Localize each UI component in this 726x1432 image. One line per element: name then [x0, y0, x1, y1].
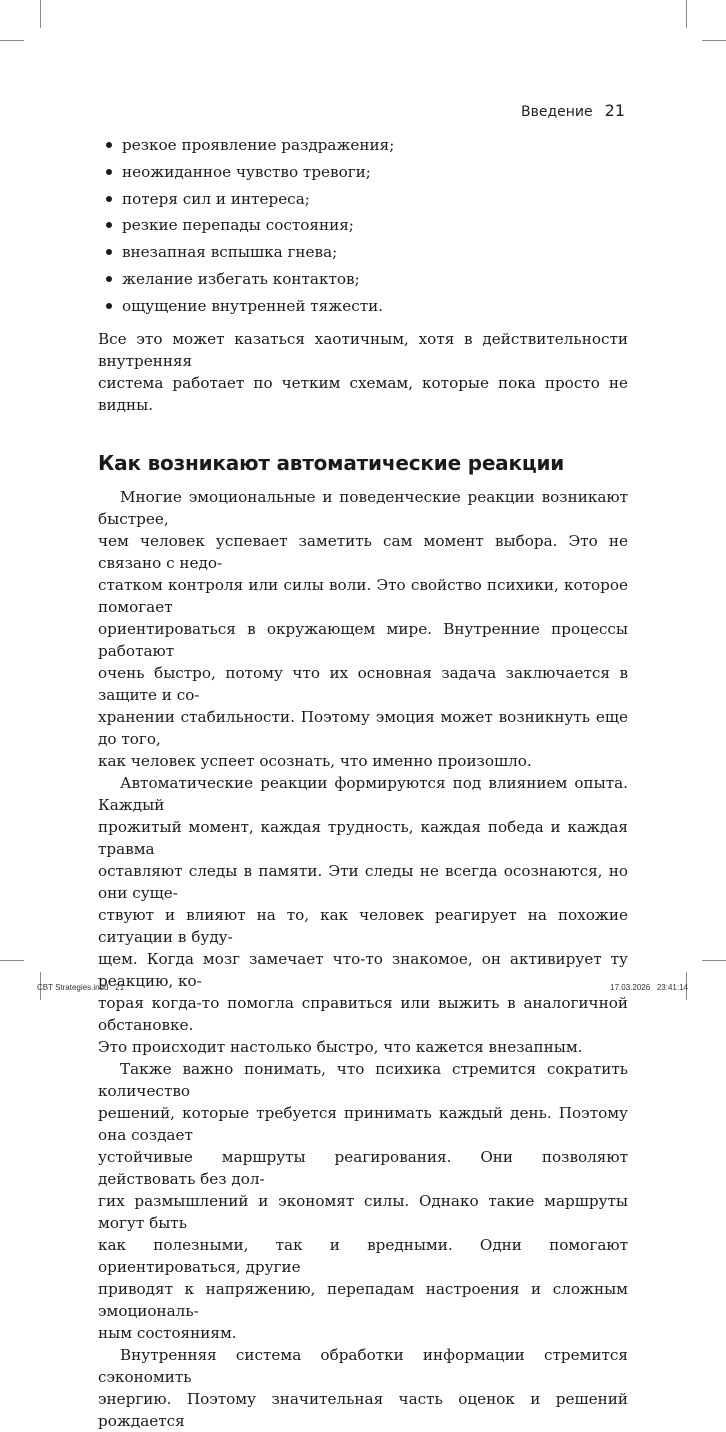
slug-filename: CBT Strategies.indd 21 — [37, 983, 125, 992]
bullet-icon — [106, 276, 112, 282]
list-item — [98, 295, 628, 317]
summary-paragraph: Все это может казаться хаотичным, хотя в действительности внутренняя система работает по четким схемам, которые пока просто не видны. — [98, 329, 628, 414]
list-item-text: ощущение внутренней тяжести. — [122, 296, 384, 315]
list-item-text: желание избегать контактов; — [122, 269, 360, 288]
list-item — [98, 161, 628, 183]
list-item — [98, 214, 628, 236]
bullet-icon — [106, 169, 112, 175]
crop-mark — [40, 0, 41, 28]
body-paragraph: Автоматические реакции формируются под влиянием опыта. Каждый прожитый момент, каждая трудность, каждая победа и каждая травма оставляют следы в памяти. Эти следы не всегда осознаются, но они суще- ствуют и влияют на то, как человек реагирует на похожие ситуации в буду- щем. Когда мозг замечает что-то знакомое, он активирует ту реакцию, ко- торая когда-то помогла справиться или выжить в аналогичной обстановке. Это происходит настолько быстро, что кажется внезапным. — [98, 773, 628, 1056]
list-item-text: потеря сил и интереса; — [122, 189, 310, 208]
list-item — [98, 241, 628, 263]
crop-mark — [702, 960, 726, 961]
list-item-text: внезапная вспышка гнева; — [122, 243, 338, 262]
bullet-icon — [106, 303, 112, 309]
page-content — [98, 134, 628, 1432]
list-item — [98, 188, 628, 210]
bullet-icon — [106, 196, 112, 202]
crop-mark — [0, 960, 24, 961]
list-item — [98, 268, 628, 290]
list-item — [98, 134, 628, 156]
bullet-icon — [106, 222, 112, 228]
running-head-section: Введение — [521, 104, 593, 120]
list-item-text: неожиданное чувство тревоги; — [122, 162, 371, 181]
crop-mark — [702, 40, 726, 41]
running-head — [521, 101, 625, 120]
crop-mark — [686, 0, 687, 28]
bullet-icon — [106, 249, 112, 255]
bullet-list — [98, 134, 628, 317]
page-number: 21 — [604, 101, 625, 120]
list-item-text: резкое проявление раздражения; — [122, 136, 395, 154]
crop-mark — [0, 40, 24, 41]
body-paragraph: Также важно понимать, что психика стремится сократить количество решений, которые требуется принимать каждый день. Поэтому она создает устойчивые маршруты реагирования. Они позволяют действовать без дол- гих размышлений и экономят силы. Однако такие маршруты могут быть как полезными, так и вредными. Одни помогают ориентироваться, другие приводят к напряжению, перепадам настроения и сложным эмоциональ- ным состояниям. — [98, 1059, 628, 1342]
section-heading: Как возникают автоматические реакции — [98, 450, 565, 475]
slug-timestamp: 17.03.2026 23:41:14 — [610, 983, 688, 992]
body-paragraph: Внутренняя система обработки информации стремится сэкономить энергию. Поэтому значительная часть оценок и решений рождается — [98, 1345, 628, 1430]
list-item-text: резкие перепады состояния; — [122, 216, 354, 235]
body-paragraph: Многие эмоциональные и поведенческие реакции возникают быстрее, чем человек успевает заметить сам момент выбора. Это не связано с недо- статком контроля или силы воли. Это свойство психики, которое помогает ориентироваться в окружающем мире. Внутренние процессы работают очень быстро, потому что их основная задача заключается в защите и со- хранении стабильности. Поэтому эмоция может возникнуть еще до того, как человек успеет осознать, что именно произошло. — [98, 487, 628, 770]
bullet-icon — [106, 142, 112, 148]
